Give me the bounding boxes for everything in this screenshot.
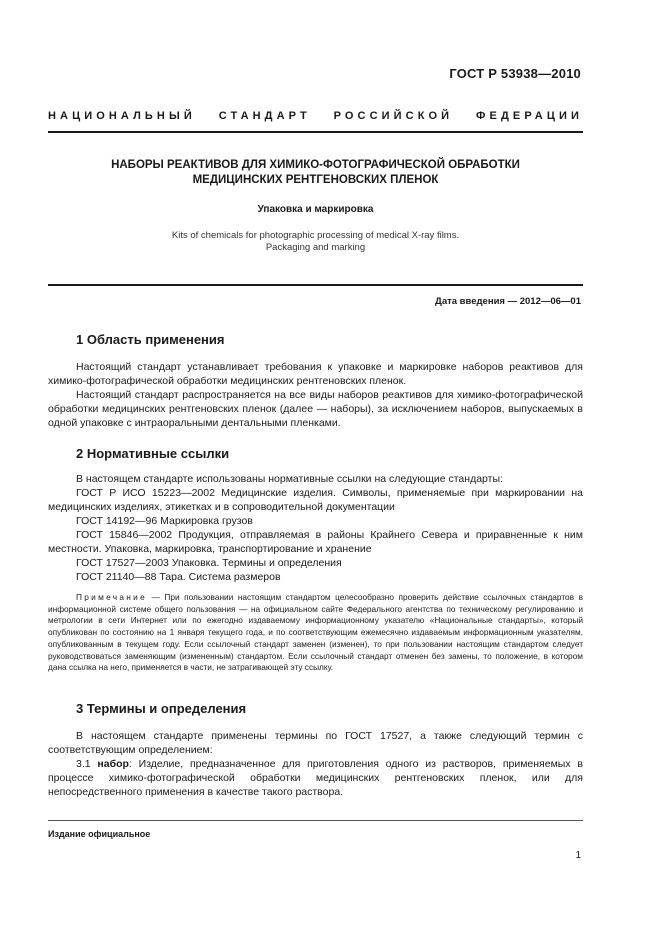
title-line-1: НАБОРЫ РЕАКТИВОВ ДЛЯ ХИМИКО-ФОТОГРАФИЧЕСКОЙ ОБРАБОТКИ (111, 159, 520, 171)
section-3-intro: В настоящем стандарте применены термины по ГОСТ 17527, а также следующий термин с соответствующим определением: (48, 730, 583, 756)
term-name: набор (97, 758, 129, 770)
note-block (48, 592, 583, 674)
document-subtitle: Упаковка и маркировка (257, 204, 374, 215)
reference-item: ГОСТ 21140—88 Тара. Система размеров (76, 571, 281, 583)
reference-item: ГОСТ 14192—96 Маркировка грузов (76, 515, 253, 527)
title-rule (48, 284, 583, 286)
section-1-heading: 1 Область применения (76, 332, 225, 347)
section-2-heading: 2 Нормативные ссылки (76, 446, 230, 461)
english-title (48, 230, 583, 254)
section-1-paragraph-2: Настоящий стандарт распространяется на все виды наборов реактивов для химико-фотографической обработки медицинских рентгеновских пленок (далее — наборы), за исключением наборов, выпускаемых в одной упаковке с интраоральными дентальными пленками. (48, 389, 583, 429)
title-line-2: МЕДИЦИНСКИХ РЕНТГЕНОВСКИХ ПЛЕНОК (192, 174, 439, 186)
header-rule (48, 131, 583, 133)
term-definition (48, 758, 583, 799)
section-2-intro: В настоящем стандарте использованы нормативные ссылки на следующие стандарты: (76, 473, 503, 485)
national-standard-banner: НАЦИОНАЛЬНЫЙ СТАНДАРТ РОССИЙСКОЙ ФЕДЕРАЦИИ (48, 110, 583, 122)
english-title-line-1: Kits of chemicals for photographic processing of medical X-ray films. (171, 230, 460, 241)
term-number: 3.1 (76, 758, 91, 770)
section-3-heading: 3 Термины и определения (76, 701, 247, 716)
gost-number: ГОСТ Р 53938—2010 (449, 66, 581, 81)
introduction-date: Дата введения — 2012—06—01 (435, 296, 581, 307)
page-number: 1 (575, 850, 581, 861)
document-title (48, 158, 583, 188)
reference-item: ГОСТ 17527—2003 Упаковка. Термины и определения (76, 557, 342, 569)
footer-rule (48, 820, 583, 821)
official-edition-label: Издание официальное (48, 829, 151, 839)
reference-item: ГОСТ 15846—2002 Продукция, отправляемая в районы Крайнего Севера и приравненные к ним местности. Упаковка, маркировка, транспортирование и хранение (48, 529, 583, 555)
term-definition-text: : Изделие, предназначенное для приготовления одного из растворов, применяемых в процессе химико-фотографической обработки медицинских рентгеновских пленок, или для непосредственного применения в качестве такого раствора. (48, 758, 583, 798)
note-label: Примечание (76, 592, 148, 602)
note-text: — При пользовании настоящим стандартом целесообразно проверить действие ссылочных стандартов в информационной системе общего пользования — на официальном сайте Федерального агентства по техническому регулированию и метрологии в сети Интернет или по ежегодно издаваемому информационному указателю «Национальные стандарты», который опубликован по состоянию на 1 января текущего года, и по соответствующим ежемесячно издаваемым информационным указателям, опубликованным в текущем году. Если ссылочный стандарт заменен (изменен), то при пользовании настоящим стандартом следует руководствоваться заменяющим (измененным) стандартом. Если ссылочный стандарт отменен без замены, то положение, в котором дана ссылка на него, применяется в части, не затрагивающей эту ссылку. (48, 592, 583, 673)
reference-item: ГОСТ Р ИСО 15223—2002 Медицинские изделия. Символы, применяемые при маркировании на медицинских изделиях, этикетках и в сопроводительной документации (48, 487, 583, 513)
section-1-paragraph-1: Настоящий стандарт устанавливает требования к упаковке и маркировке наборов реактивов для химико-фотографической обработки медицинских рентгеновских пленок. (48, 361, 583, 387)
english-title-line-2: Packaging and marking (265, 242, 366, 253)
